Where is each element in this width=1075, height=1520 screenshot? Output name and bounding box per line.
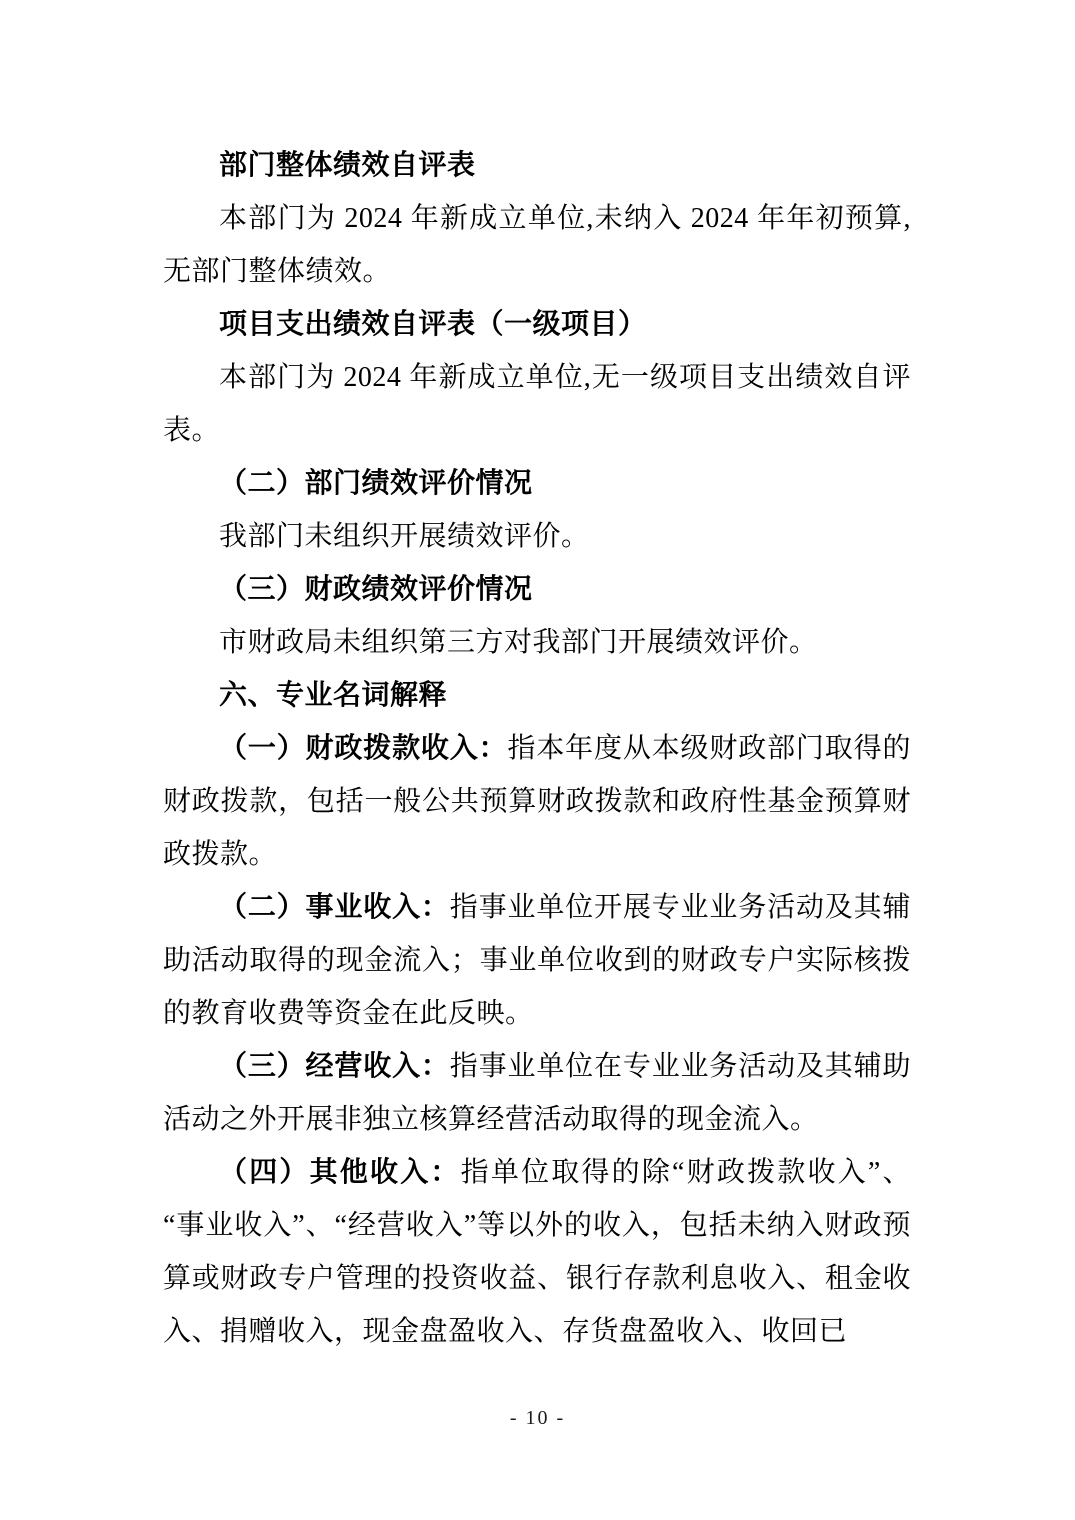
- para-dept-no-performance-evaluation: 我部门未组织开展绩效评价。: [219, 521, 590, 552]
- para-term-other-income: [163, 1146, 911, 1358]
- para-term-fiscal-appropriation-income: [163, 722, 911, 881]
- term-label-operating-income: （三）经营收入：: [219, 1051, 450, 1082]
- para-no-project-expenditure-self-eval: 本部门为 2024 年新成立单位,无一级项目支出绩效自评表。: [163, 362, 911, 446]
- para-no-dept-overall-performance: 本部门为 2024 年新成立单位,未纳入 2024 年年初预算,无部门整体绩效。: [163, 203, 911, 287]
- heading-section-6-terminology: 六、专业名词解释: [219, 680, 448, 711]
- page-number: - 10 -: [509, 1407, 566, 1429]
- heading-dept-overall-performance-self-eval-table: 部门整体绩效自评表: [219, 150, 476, 181]
- term-definition-institutional-income: 指事业单位开展专业业务活动及其辅助活动取得的现金流入；事业单位收到的财政专户实际核拨的教育收费等资金在此反映。: [163, 892, 911, 1029]
- term-definition-other-income: 指单位取得的除“财政拨款收入”、“事业收入”、“经营收入”等以外的收入，包括未纳入财政预算或财政专户管理的投资收益、银行存款利息收入、租金收入、捐赠收入，现金盘盈收入、存货盘盈收入、收回已: [163, 1157, 911, 1347]
- term-definition-fiscal-appropriation-income: 指本年度从本级财政部门取得的财政拨款，包括一般公共预算财政拨款和政府性基金预算财政拨款。: [163, 733, 911, 870]
- term-label-fiscal-appropriation-income: （一）财政拨款收入：: [219, 733, 508, 764]
- term-label-institutional-income: （二）事业收入：: [219, 892, 450, 923]
- para-term-operating-income: [163, 1040, 911, 1146]
- heading-project-expenditure-self-eval-table: 项目支出绩效自评表（一级项目）: [219, 309, 647, 340]
- term-definition-operating-income: 指事业单位在专业业务活动及其辅助活动之外开展非独立核算经营活动取得的现金流入。: [163, 1051, 911, 1135]
- heading-section-3-fiscal-performance-evaluation: （三）财政绩效评价情况: [219, 574, 533, 605]
- term-label-other-income: （四）其他收入：: [219, 1157, 461, 1188]
- document-body: [163, 139, 911, 1358]
- para-finance-bureau-no-third-party-evaluation: 市财政局未组织第三方对我部门开展绩效评价。: [219, 627, 818, 658]
- para-term-institutional-income: [163, 881, 911, 1040]
- heading-section-2-dept-performance-evaluation: （二）部门绩效评价情况: [219, 468, 533, 499]
